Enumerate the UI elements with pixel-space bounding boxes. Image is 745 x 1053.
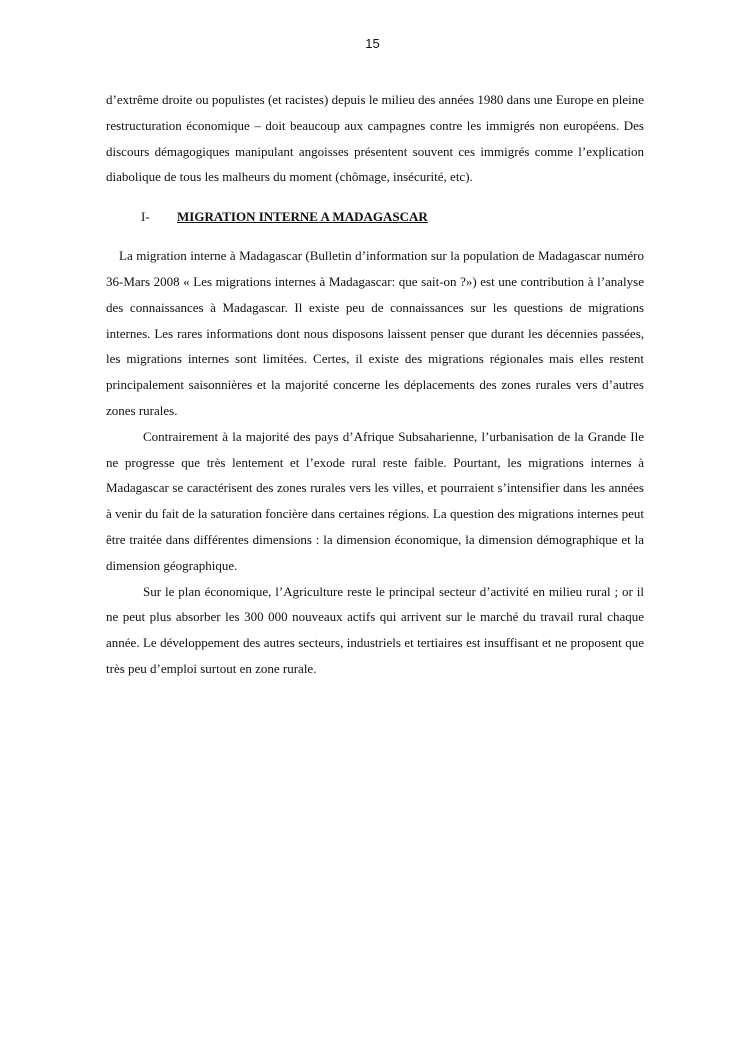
page-number: 15 [365,36,380,51]
body-paragraph: Contrairement à la majorité des pays d’Afrique Subsaharienne, l’urbanisation de la Grande Ile ne progresse que très lentement et l’exode rural reste faible. Pourtant, les migrations internes à Madagascar se caractérisent des zones rurales vers les villes, et pourraient s’intensifier dans les années à venir du fait de la saturation foncière dans certaines régions. La question des migrations internes peut être traitée dans différentes dimensions : la dimension économique, la dimension démographique et la dimension géographique. [106,428,644,573]
body-paragraph: Sur le plan économique, l’Agriculture reste le principal secteur d’activité en milieu rural ; or il ne peut plus absorber les 300 000 nouveaux actifs qui arrivent sur le marché du travail rural chaque année. Le développement des autres secteurs, industriels et tertiaires est insuffisant et ne proposent que très peu d’emploi surtout en zone rurale. [106,583,644,676]
document-body [106,87,644,682]
intro-paragraph: d’extrême droite ou populistes (et racistes) depuis le milieu des années 1980 dans une Europe en pleine restructuration économique – doit beaucoup aux campagnes contre les immigrés non européens. Des discours démagogiques manipulant angoisses présentent souvent ces immigrés comme l’explication diabolique de tous les malheurs du moment (chômage, insécurité, etc). [106,92,644,185]
section-title: MIGRATION INTERNE A MADAGASCAR [177,209,428,225]
section-number: I- [141,209,150,225]
section-heading [106,207,644,227]
body-paragraph: La migration interne à Madagascar (Bulletin d’information sur la population de Madagascar numéro 36-Mars 2008 « Les migrations internes à Madagascar: que sait-on ?») est une contribution à l’analyse des connaissances à Madagascar. Il existe peu de connaissances sur les questions de migrations internes. Les rares informations dont nous disposons laissent penser que durant les décennies passées, les migrations internes sont limitées. Certes, il existe des migrations régionales mais elles restent principalement saisonnières et la majorité concerne les déplacements des zones rurales vers d’autres zones rurales. [106,248,644,418]
